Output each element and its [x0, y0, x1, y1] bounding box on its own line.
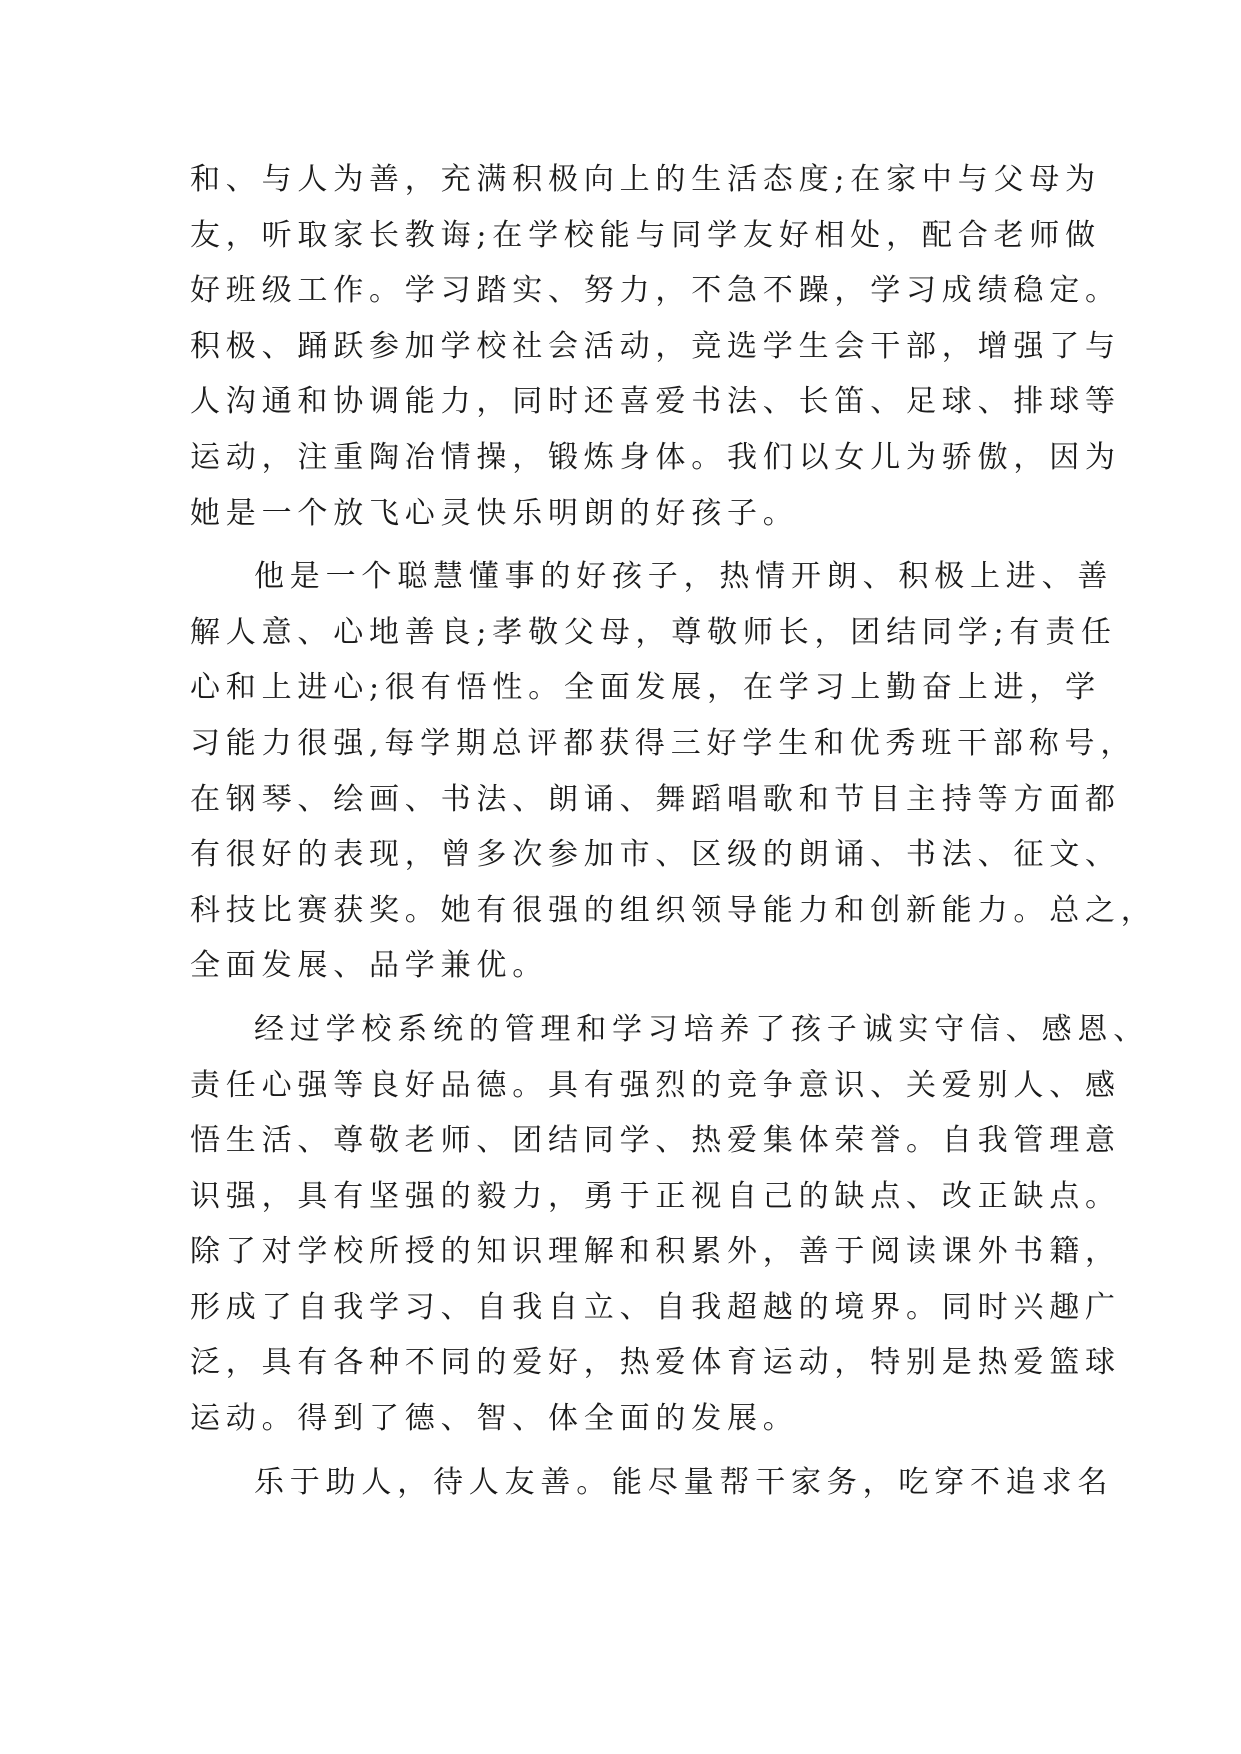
text-line: 习能力很强,每学期总评都获得三好学生和优秀班干部称号，	[190, 725, 1137, 761]
text-line: 解人意、心地善良;孝敬父母，尊敬师长，团结同学;有责任	[190, 614, 1117, 650]
text-line: 人沟通和协调能力，同时还喜爱书法、长笛、足球、排球等	[190, 384, 1121, 420]
text-line: 乐于助人，待人友善。能尽量帮干家务，吃穿不追求名	[254, 1464, 1114, 1500]
text-line: 经过学校系统的管理和学习培养了孩子诚实守信、感恩、	[254, 1011, 1149, 1047]
text-line: 泛，具有各种不同的爱好，热爱体育运动，特别是热爱篮球	[190, 1345, 1121, 1381]
text-line: 有很好的表现，曾多次参加市、区级的朗诵、书法、征文、	[190, 837, 1121, 873]
text-line: 和、与人为善，充满积极向上的生活态度;在家中与父母为	[190, 162, 1101, 197]
text-line: 心和上进心;很有悟性。全面发展，在学习上勤奋上进，学	[190, 670, 1101, 706]
text-line: 好班级工作。学习踏实、努力，不急不躁，学习成绩稳定。	[190, 273, 1121, 309]
text-line: 积极、踊跃参加学校社会活动，竞选学生会干部，增强了与	[190, 328, 1121, 364]
text-line: 除了对学校所授的知识理解和积累外，善于阅读课外书籍，	[190, 1234, 1121, 1270]
paragraph-2	[190, 549, 1157, 994]
document-body	[190, 152, 1157, 1510]
text-line: 识强，具有坚强的毅力，勇于正视自己的缺点、改正缺点。	[190, 1178, 1121, 1214]
text-line: 友，听取家长教诲;在学校能与同学友好相处，配合老师做	[190, 217, 1101, 253]
paragraph-1	[190, 152, 1121, 541]
paragraph-gap	[190, 541, 1070, 549]
paragraph-gap	[190, 1447, 1070, 1455]
text-line: 运动，注重陶冶情操，锻炼身体。我们以女儿为骄傲，因为	[190, 439, 1121, 475]
paragraph-3	[190, 1002, 1149, 1447]
text-line: 他是一个聪慧懂事的好孩子，热情开朗、积极上进、善	[254, 559, 1114, 595]
text-line: 全面发展、品学兼优。	[190, 948, 548, 984]
text-line: 在钢琴、绘画、书法、朗诵、舞蹈唱歌和节目主持等方面都	[190, 781, 1121, 817]
text-line: 责任心强等良好品德。具有强烈的竞争意识、关爱别人、感	[190, 1067, 1121, 1103]
text-line: 悟生活、尊敬老师、团结同学、热爱集体荣誉。自我管理意	[190, 1123, 1121, 1159]
text-line: 科技比赛获奖。她有很强的组织领导能力和创新能力。总之，	[190, 892, 1157, 928]
paragraph-4	[190, 1455, 1114, 1511]
text-line: 她是一个放飞心灵快乐明朗的好孩子。	[190, 495, 799, 531]
text-line: 运动。得到了德、智、体全面的发展。	[190, 1401, 799, 1437]
text-line: 形成了自我学习、自我自立、自我超越的境界。同时兴趣广	[190, 1289, 1121, 1325]
paragraph-gap	[190, 994, 1070, 1002]
